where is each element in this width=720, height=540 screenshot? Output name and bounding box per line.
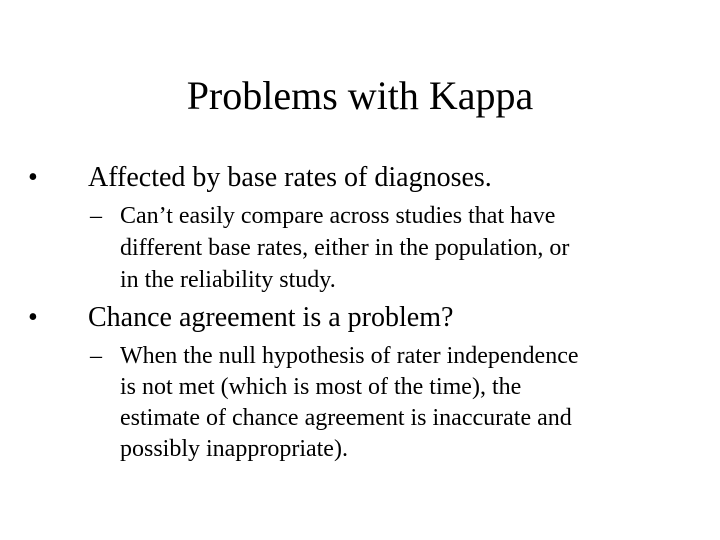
sub-bullet-line: When the null hypothesis of rater independence (120, 343, 579, 369)
sub-bullet-marker: – (90, 343, 102, 369)
bullet-text: Affected by base rates of diagnoses. (88, 162, 492, 193)
bullet-marker: • (28, 162, 38, 193)
sub-bullet-line: Can’t easily compare across studies that have (120, 203, 556, 229)
sub-bullet-line: in the reliability study. (120, 267, 336, 293)
sub-bullet-marker: – (90, 203, 102, 229)
sub-bullet-line: is not met (which is most of the time), the (120, 374, 522, 400)
sub-bullet-line: different base rates, either in the population, or (120, 235, 570, 261)
slide-title: Problems with Kappa (186, 73, 534, 118)
bullet-marker: • (28, 302, 38, 333)
sub-bullet-line: estimate of chance agreement is inaccurate and (120, 405, 572, 431)
bullet-text: Chance agreement is a problem? (88, 302, 454, 333)
sub-bullet-line: possibly inappropriate). (120, 436, 348, 462)
